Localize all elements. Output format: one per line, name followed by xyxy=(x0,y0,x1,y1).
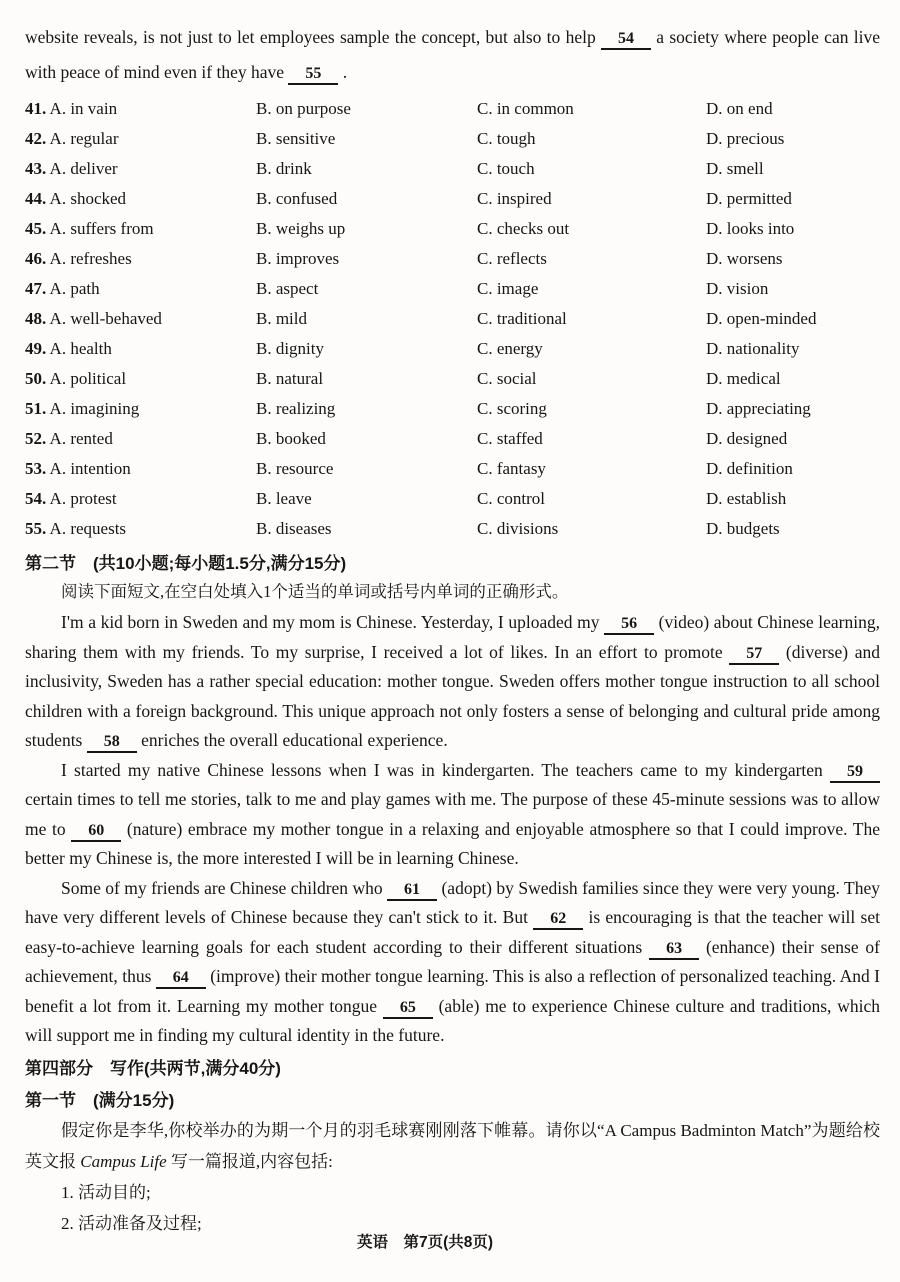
fill-blank: 60 xyxy=(71,822,121,842)
option-c-cell: C. touch xyxy=(477,159,535,178)
option-b-cell: B. dignity xyxy=(256,339,325,358)
mcq-row xyxy=(25,484,880,514)
cloze-paragraph-3: Some of my friends are Chinese children who 61 (adopt) by Swedish families since they were very young. They have very different levels of Chinese because they can't stick to it. But 62 is encouraging is that the teacher will set easy-to-achieve learning goals for each student according to their different situations 63 (enhance) their sense of achievement, thus 64 (improve) their mother tongue learning. This is also a reflection of personalized teaching. And I benefit a lot from it. Learning my mother tongue 65 (able) me to experience Chinese culture and traditions, which will support me in finding my cultural identity in the future. xyxy=(25,877,881,1045)
option-d-cell: D. definition xyxy=(706,459,793,478)
option-c-cell: C. scoring xyxy=(477,399,547,418)
cloze-paragraph-2: I started my native Chinese lessons when I was in kindergarten. The teachers came to my kindergarten 59 certain times to tell me stories, talk to me and play games with me. The purpose of these 45-minute sessions was to allow me to 60 (nature) embrace my mother tongue in a relaxing and enjoyable atmosphere so that I could improve. The better my Chinese is, the more interested I will be in learning Chinese. xyxy=(25,759,880,868)
mcq-row xyxy=(25,214,880,244)
question-number: 43. xyxy=(25,159,47,178)
option-a-cell: 48. A. well-behaved xyxy=(25,309,162,328)
mcq-row xyxy=(25,184,880,214)
question-number: 49. xyxy=(25,339,47,358)
question-number: 50. xyxy=(25,369,47,388)
question-number: 55. xyxy=(25,519,47,538)
fill-blank: 65 xyxy=(383,999,433,1019)
option-b-cell: B. resource xyxy=(256,459,334,478)
option-a-cell: 51. A. imagining xyxy=(25,399,140,418)
option-d-cell: D. medical xyxy=(706,369,781,388)
option-d-cell: D. appreciating xyxy=(706,399,811,418)
option-a-cell: 50. A. political xyxy=(25,369,127,388)
fill-blank: 61 xyxy=(387,881,437,901)
option-b-cell: B. drink xyxy=(256,159,312,178)
cloze-passage xyxy=(25,608,880,1051)
cloze-paragraph-1: I'm a kid born in Sweden and my mom is Chinese. Yesterday, I uploaded my 56 (video) about Chinese learning, sharing them with my friends. To my surprise, I received a lot of likes. In an effort to promote 57 (diverse) and inclusivity, Sweden has a rather special education: mother tongue. Sweden offers mother tongue instruction to all school children with a foreign background. This unique approach not only fosters a sense of belonging and cultural pride among students 58 enriches the overall educational experience. xyxy=(25,608,880,756)
option-b-cell: B. aspect xyxy=(256,279,319,298)
mcq-row xyxy=(25,424,880,454)
option-d-cell: D. budgets xyxy=(706,519,780,538)
mcq-row xyxy=(25,244,880,274)
option-b-cell: B. natural xyxy=(256,369,324,388)
fill-blank: 54 xyxy=(601,30,651,50)
section2-heading: 第二节 (共10小题;每小题1.5分,满分15分) xyxy=(25,554,347,573)
question-number: 42. xyxy=(25,129,47,148)
option-d-cell: D. smell xyxy=(706,159,764,178)
option-c-cell: C. in common xyxy=(477,99,574,118)
question-number: 46. xyxy=(25,249,47,268)
option-c-cell: C. traditional xyxy=(477,309,567,328)
fill-blank: 63 xyxy=(649,940,699,960)
part4-section1-heading: 第一节 (满分15分) xyxy=(25,1090,175,1110)
fill-blank: 58 xyxy=(87,733,137,753)
writing-prompt: 假定你是李华,你校举办的为期一个月的羽毛球赛刚刚落下帷幕。请你以“A Campus Badminton Match”为题给校英文报 Campus Life 写一篇报道,内容包括: xyxy=(25,1120,880,1171)
option-d-cell: D. looks into xyxy=(706,219,795,238)
option-a-cell: 42. A. regular xyxy=(25,129,119,148)
option-b-cell: B. diseases xyxy=(256,519,332,538)
option-c-cell: C. social xyxy=(477,369,537,388)
option-c-cell: C. energy xyxy=(477,339,543,358)
writing-point-1: 1. 活动目的; xyxy=(61,1182,151,1202)
option-b-cell: B. booked xyxy=(256,429,326,448)
option-a-cell: 46. A. refreshes xyxy=(25,249,132,268)
option-a-cell: 54. A. protest xyxy=(25,489,117,508)
intro-continuation-paragraph: website reveals, is not just to let employees sample the concept, but also to help 54 a society where people can live with peace of mind even if they have 55 . xyxy=(25,20,880,90)
mcq-row xyxy=(25,304,880,334)
option-b-cell: B. realizing xyxy=(256,399,336,418)
option-d-cell: D. on end xyxy=(706,99,773,118)
option-a-cell: 43. A. deliver xyxy=(25,159,118,178)
mcq-row xyxy=(25,514,880,544)
option-c-cell: C. reflects xyxy=(477,249,547,268)
fill-blank: 64 xyxy=(156,969,206,989)
option-c-cell: C. divisions xyxy=(477,519,559,538)
mcq-row xyxy=(25,364,880,394)
option-a-cell: 41. A. in vain xyxy=(25,99,118,118)
option-d-cell: D. permitted xyxy=(706,189,792,208)
option-a-cell: 49. A. health xyxy=(25,339,112,358)
question-number: 45. xyxy=(25,219,47,238)
question-number: 47. xyxy=(25,279,47,298)
option-d-cell: D. open-minded xyxy=(706,309,817,328)
option-a-cell: 55. A. requests xyxy=(25,519,127,538)
option-c-cell: C. control xyxy=(477,489,545,508)
option-d-cell: D. worsens xyxy=(706,249,783,268)
option-b-cell: B. leave xyxy=(256,489,312,508)
part4-heading: 第四部分 写作(共两节,满分40分) xyxy=(25,1058,281,1078)
question-number: 41. xyxy=(25,99,47,118)
option-c-cell: C. checks out xyxy=(477,219,570,238)
mcq-row xyxy=(25,124,880,154)
option-c-cell: C. fantasy xyxy=(477,459,546,478)
publication-title: Campus Life xyxy=(80,1151,167,1171)
option-c-cell: C. inspired xyxy=(477,189,552,208)
question-number: 51. xyxy=(25,399,47,418)
fill-blank: 62 xyxy=(533,910,583,930)
option-c-cell: C. tough xyxy=(477,129,536,148)
option-b-cell: B. mild xyxy=(256,309,308,328)
option-a-cell: 52. A. rented xyxy=(25,429,113,448)
option-d-cell: D. vision xyxy=(706,279,769,298)
mcq-row xyxy=(25,154,880,184)
option-d-cell: D. establish xyxy=(706,489,787,508)
question-number: 54. xyxy=(25,489,47,508)
option-c-cell: C. staffed xyxy=(477,429,543,448)
question-number: 44. xyxy=(25,189,47,208)
option-b-cell: B. improves xyxy=(256,249,340,268)
mcq-row xyxy=(25,94,880,124)
section2-instruction: 阅读下面短文,在空白处填入1个适当的单词或括号内单词的正确形式。 xyxy=(61,582,569,601)
option-a-cell: 44. A. shocked xyxy=(25,189,127,208)
fill-blank: 57 xyxy=(729,645,779,665)
mcq-row xyxy=(25,334,880,364)
option-a-cell: 45. A. suffers from xyxy=(25,219,154,238)
fill-blank: 55 xyxy=(288,65,338,85)
writing-point-2: 2. 活动准备及过程; xyxy=(61,1213,202,1233)
option-d-cell: D. precious xyxy=(706,129,785,148)
option-b-cell: B. weighs up xyxy=(256,219,346,238)
page-footer: 英语 第7页(共8页) xyxy=(356,1234,494,1251)
option-c-cell: C. image xyxy=(477,279,539,298)
mcq-row xyxy=(25,274,880,304)
option-a-cell: 47. A. path xyxy=(25,279,100,298)
option-d-cell: D. designed xyxy=(706,429,788,448)
question-number: 48. xyxy=(25,309,47,328)
option-b-cell: B. sensitive xyxy=(256,129,336,148)
option-a-cell: 53. A. intention xyxy=(25,459,131,478)
question-number: 52. xyxy=(25,429,47,448)
mcq-options-table xyxy=(25,94,880,544)
fill-blank: 56 xyxy=(604,615,654,635)
option-b-cell: B. on purpose xyxy=(256,99,351,118)
option-d-cell: D. nationality xyxy=(706,339,800,358)
mcq-row xyxy=(25,454,880,484)
fill-blank: 59 xyxy=(830,763,880,783)
mcq-row xyxy=(25,394,880,424)
option-b-cell: B. confused xyxy=(256,189,338,208)
question-number: 53. xyxy=(25,459,47,478)
